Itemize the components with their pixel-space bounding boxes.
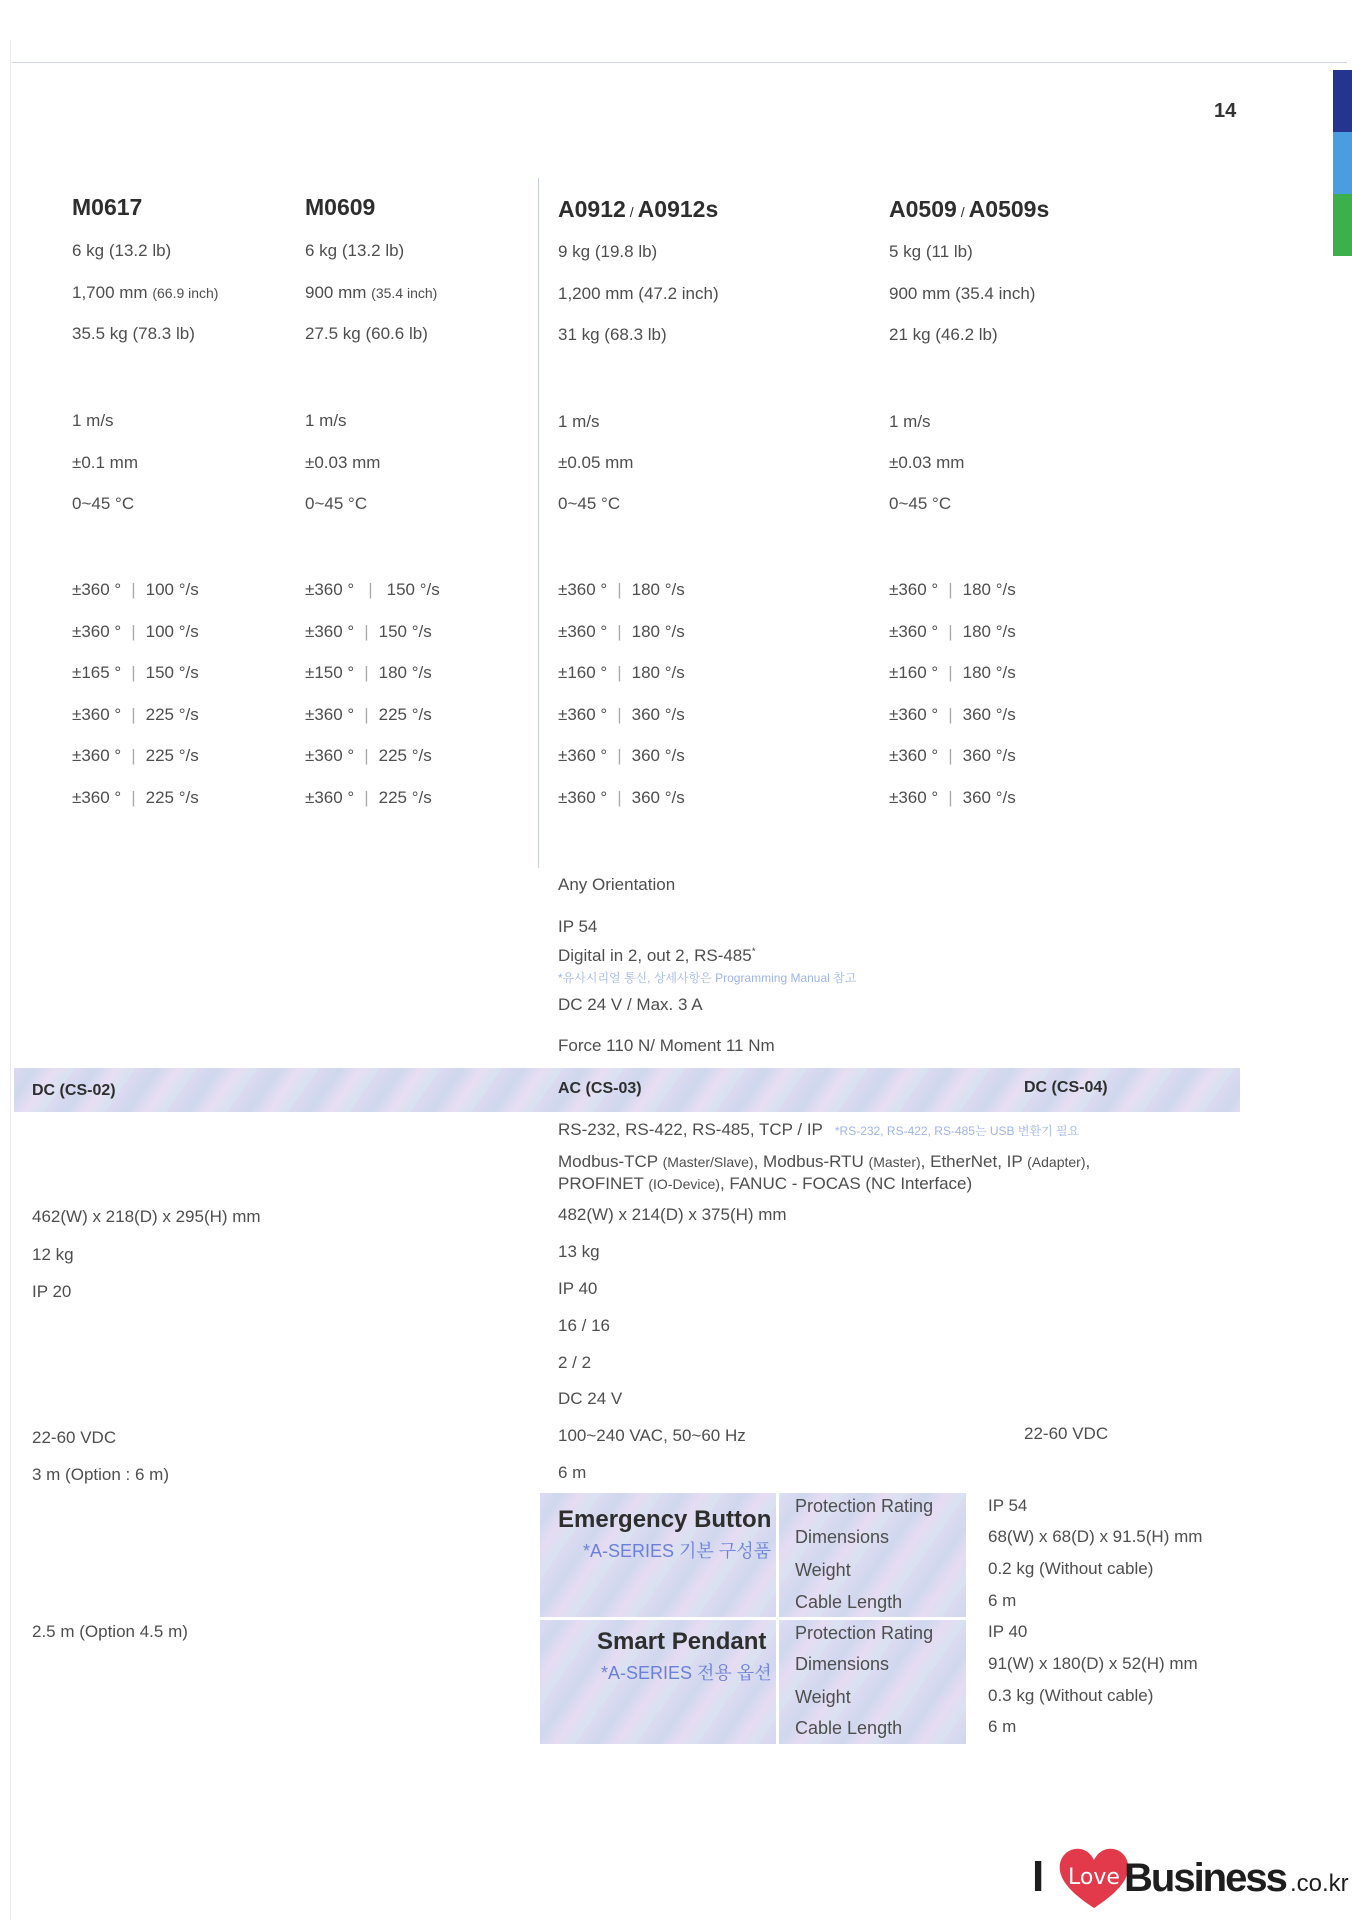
repeatability: ±0.05 mm: [558, 453, 634, 472]
panel-separator: [776, 1620, 779, 1744]
ac-analog-io: 2 / 2: [558, 1353, 592, 1372]
tcp-speed: 1 m/s: [72, 411, 114, 430]
comm-interface: RS-232, RS-422, RS-485, TCP / IP *RS-232, RS-422, RS-485는 USB 변환기 필요: [558, 1120, 1080, 1139]
ac-cable-length: 6 m: [558, 1463, 587, 1482]
joint-6: ±360 ° | 360 °/s: [558, 788, 685, 807]
operating-temp: 0~45 °C: [558, 494, 621, 513]
joint-3: ±150 ° | 180 °/s: [305, 663, 432, 682]
ft-sensor: Force 110 N/ Moment 11 Nm: [558, 1036, 775, 1055]
operating-temp: 0~45 °C: [889, 494, 952, 513]
joint-2: ±360 ° | 100 °/s: [72, 622, 199, 641]
tool-power: DC 24 V / Max. 3 A: [558, 995, 703, 1014]
joint-4: ±360 ° | 360 °/s: [558, 705, 685, 724]
joint-5: ±360 ° | 360 °/s: [889, 746, 1016, 765]
reach: 900 mm (35.4 inch): [305, 283, 438, 302]
repeatability: ±0.1 mm: [72, 453, 139, 472]
dc04-input-voltage: 22-60 VDC: [1024, 1424, 1109, 1443]
comm-note: *RS-232, RS-422, RS-485는 USB 변환기 필요: [834, 1124, 1080, 1138]
controller-header-ac03: AC (CS-03): [558, 1080, 642, 1097]
payload: 6 kg (13.2 lb): [305, 241, 405, 260]
panel-separator: [776, 1493, 779, 1617]
joint-2: ±360 ° | 180 °/s: [889, 622, 1016, 641]
option-value: 6 m: [988, 1591, 1017, 1610]
option-label: Cable Length: [795, 1718, 903, 1738]
reach-inch: (35.4 inch): [371, 285, 438, 301]
joint-5: ±360 ° | 225 °/s: [305, 746, 432, 765]
operating-temp: 0~45 °C: [305, 494, 368, 513]
option-label: Dimensions: [795, 1654, 890, 1674]
option-label: Weight: [795, 1687, 851, 1707]
protocols-line-2: PROFINET (IO-Device), FANUC - FOCAS (NC Interface): [558, 1174, 973, 1193]
payload: 6 kg (13.2 lb): [72, 241, 172, 260]
top-rule: [12, 62, 1347, 63]
dc-pendant-cable: 2.5 m (Option 4.5 m): [32, 1622, 188, 1641]
dc-dimensions: 462(W) x 218(D) x 295(H) mm: [32, 1207, 261, 1226]
robot-weight: 27.5 kg (60.6 lb): [305, 324, 428, 343]
tcp-speed: 1 m/s: [889, 412, 931, 431]
model-name: M0617: [72, 194, 143, 220]
joint-3: ±165 ° | 150 °/s: [72, 663, 199, 682]
robot-weight: 35.5 kg (78.3 lb): [72, 324, 195, 343]
option-title: Smart Pendant: [597, 1628, 767, 1655]
ac-digital-io: 16 / 16: [558, 1316, 610, 1335]
joint-3: ±160 ° | 180 °/s: [889, 663, 1016, 682]
option-value: 6 m: [988, 1717, 1017, 1736]
joint-4: ±360 ° | 360 °/s: [889, 705, 1016, 724]
ip-rating: IP 54: [558, 917, 598, 936]
joint-1: ±360 ° | 100 °/s: [72, 580, 199, 599]
heart-icon: [1056, 1846, 1132, 1910]
joint-4: ±360 ° | 225 °/s: [305, 705, 432, 724]
reach: 1,200 mm (47.2 inch): [558, 284, 719, 303]
repeatability: ±0.03 mm: [889, 453, 965, 472]
repeatability: ±0.03 mm: [305, 453, 381, 472]
option-label: Protection Rating: [795, 1496, 934, 1516]
option-value: 0.2 kg (Without cable): [988, 1559, 1154, 1578]
dc-ip-rating: IP 20: [32, 1282, 72, 1301]
section-tab-navy: [1333, 70, 1352, 132]
model-name: M0609: [305, 194, 376, 220]
option-label: Protection Rating: [795, 1623, 934, 1643]
joint-4: ±360 ° | 225 °/s: [72, 705, 199, 724]
tool-io-note: *유사시리얼 통신, 상세사항은 Programming Manual 참고: [558, 971, 857, 985]
option-label: Weight: [795, 1560, 851, 1580]
ac-dimensions: 482(W) x 214(D) x 375(H) mm: [558, 1205, 787, 1224]
tool-io: Digital in 2, out 2, RS-485*: [558, 946, 756, 965]
column-divider: [538, 178, 539, 868]
option-title: Emergency Button: [558, 1506, 772, 1533]
section-tab-green: [1333, 194, 1352, 256]
section-tab-blue: [1333, 132, 1352, 194]
option-value: 68(W) x 68(D) x 91.5(H) mm: [988, 1527, 1203, 1546]
option-value: IP 40: [988, 1622, 1028, 1641]
joint-5: ±360 ° | 360 °/s: [558, 746, 685, 765]
payload: 9 kg (19.8 lb): [558, 242, 658, 261]
logo-i: I: [1032, 1852, 1045, 1901]
joint-2: ±360 ° | 150 °/s: [305, 622, 432, 641]
joint-1: ±360 ° | 150 °/s: [305, 580, 440, 599]
dc-input-voltage: 22-60 VDC: [32, 1428, 117, 1447]
ac-weight: 13 kg: [558, 1242, 600, 1261]
robot-weight: 31 kg (68.3 lb): [558, 325, 667, 344]
tcp-speed: 1 m/s: [305, 411, 347, 430]
joint-6: ±360 ° | 360 °/s: [889, 788, 1016, 807]
reach: 900 mm (35.4 inch): [889, 284, 1036, 303]
dc-cable-length: 3 m (Option : 6 m): [32, 1465, 169, 1484]
option-subtitle: *A-SERIES 전용 옵션: [601, 1663, 772, 1683]
robot-weight: 21 kg (46.2 lb): [889, 325, 998, 344]
ac-io-power: DC 24 V: [558, 1389, 623, 1408]
option-label: Dimensions: [795, 1527, 890, 1547]
logo-domain: .co.kr: [1290, 1870, 1349, 1897]
tcp-speed: 1 m/s: [558, 412, 600, 431]
dc-weight: 12 kg: [32, 1245, 74, 1264]
payload: 5 kg (11 lb): [889, 242, 973, 261]
controller-header-dc04: DC (CS-04): [1024, 1079, 1108, 1096]
joint-1: ±360 ° | 180 °/s: [889, 580, 1016, 599]
joint-5: ±360 ° | 225 °/s: [72, 746, 199, 765]
model-name: A0912 / A0912s: [558, 196, 719, 222]
logo-business: Business: [1124, 1856, 1286, 1900]
controller-header-dc02: DC (CS-02): [32, 1082, 116, 1099]
joint-1: ±360 ° | 180 °/s: [558, 580, 685, 599]
joint-6: ±360 ° | 225 °/s: [72, 788, 199, 807]
option-label: Cable Length: [795, 1592, 903, 1612]
joint-2: ±360 ° | 180 °/s: [558, 622, 685, 641]
logo-love: Love: [1068, 1865, 1120, 1890]
joint-3: ±160 ° | 180 °/s: [558, 663, 685, 682]
reach: 1,700 mm (66.9 inch): [72, 283, 219, 302]
left-edge-line: [10, 40, 11, 1920]
mounting-orientation: Any Orientation: [558, 875, 676, 894]
page-number: 14: [1214, 100, 1237, 122]
option-value: 91(W) x 180(D) x 52(H) mm: [988, 1654, 1198, 1673]
ac-input-voltage: 100~240 VAC, 50~60 Hz: [558, 1426, 746, 1445]
ac-ip-rating: IP 40: [558, 1279, 598, 1298]
reach-inch: (66.9 inch): [152, 285, 219, 301]
operating-temp: 0~45 °C: [72, 494, 135, 513]
option-value: 0.3 kg (Without cable): [988, 1686, 1154, 1705]
option-subtitle: *A-SERIES 기본 구성품: [583, 1541, 771, 1561]
protocols-line-1: Modbus-TCP (Master/Slave), Modbus-RTU (Master), EtherNet, IP (Adapter),: [558, 1152, 1091, 1171]
option-value: IP 54: [988, 1496, 1028, 1515]
model-name: A0509 / A0509s: [889, 196, 1050, 222]
panel-gap: [540, 1617, 966, 1620]
joint-6: ±360 ° | 225 °/s: [305, 788, 432, 807]
